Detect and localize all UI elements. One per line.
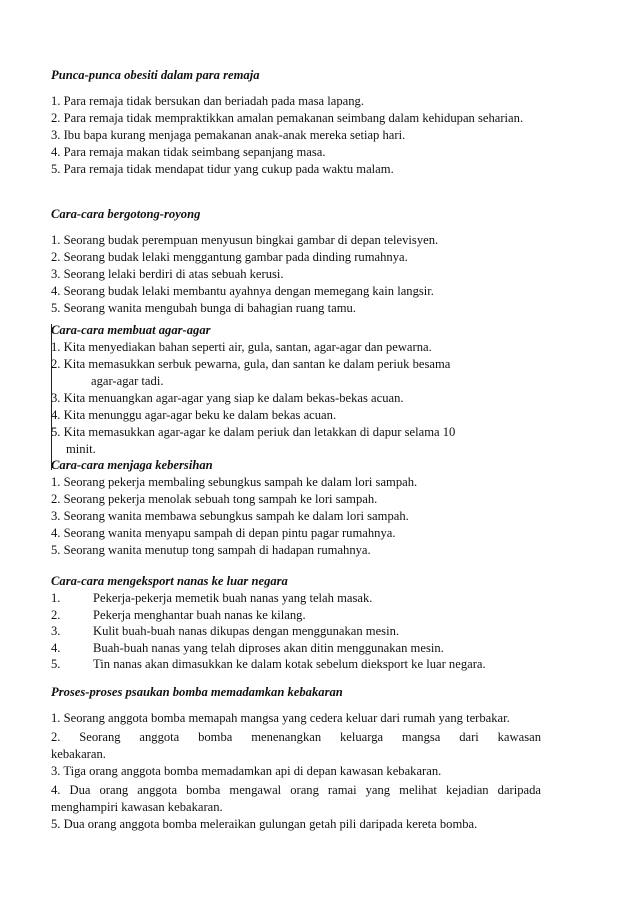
item-number: 4. [51, 640, 61, 655]
section-agar-agar [51, 322, 541, 458]
section-kebersihan [51, 457, 541, 559]
section-gotong-royong [51, 206, 541, 317]
list-item: 4. Para remaja makan tidak seimbang sepanjang masa. [51, 145, 326, 159]
section-eksport-nanas [51, 573, 541, 673]
list-item [51, 623, 541, 640]
list-item: 4. Kita menunggu agar-agar beku ke dalam bekas acuan. [51, 408, 337, 422]
section-heading: Cara-cara menjaga kebersihan [51, 458, 213, 472]
section-heading: Cara-cara membuat agar-agar [51, 323, 211, 337]
section-heading: Punca-punca obesiti dalam para remaja [51, 68, 260, 82]
list-item [51, 656, 541, 673]
list-item: 1. Seorang anggota bomba memapah mangsa yang cedera keluar dari rumah yang terbakar. [51, 711, 510, 725]
list-item [51, 590, 541, 607]
item-number: 3. [51, 624, 61, 638]
list-item: 1. Para remaja tidak bersukan dan beriadah pada masa lapang. [51, 94, 364, 108]
list-item-continuation: minit. [66, 442, 96, 456]
list-item: 2. Seorang pekerja menolak sebuah tong sampah ke lori sampah. [51, 492, 378, 506]
list-item: 2. Kita memasukkan serbuk pewarna, gula, dan santan ke dalam periuk besama [51, 357, 451, 371]
list-item [51, 607, 541, 624]
list-item: 5. Kita memasukkan agar-agar ke dalam periuk dan letakkan di dapur selama 10 [51, 425, 456, 439]
list-item: 4. Seorang budak lelaki membantu ayahnya dengan memegang kain langsir. [51, 284, 434, 298]
section-obesiti [51, 67, 541, 178]
item-number: 5. [51, 657, 61, 671]
list-item: 2. Para remaja tidak mempraktikkan amalan pemakanan seimbang dalam kehidupan seharian. [51, 111, 524, 125]
list-item-continuation: agar-agar tadi. [91, 374, 164, 388]
item-number: 1. [51, 591, 61, 605]
list-item: 1. Seorang pekerja membaling sebungkus sampah ke dalam lori sampah. [51, 475, 418, 489]
section-heading: Cara-cara mengeksport nanas ke luar negara [51, 574, 288, 588]
list-item: 4. Dua orang anggota bomba mengawal orang ramai yang melihat kejadian daripada menghampiri kawasan kebakaran. [51, 783, 541, 814]
list-item: 3. Seorang lelaki berdiri di atas sebuah kerusi. [51, 267, 284, 281]
item-text: Kulit buah-buah nanas dikupas dengan menggunakan mesin. [93, 624, 400, 638]
list-item: 3. Tiga orang anggota bomba memadamkan api di depan kawasan kebakaran. [51, 764, 442, 778]
list-item: 4. Seorang wanita menyapu sampah di depan pintu pagar rumahnya. [51, 526, 396, 540]
list-item: 2. Seorang budak lelaki menggantung gambar pada dinding rumahnya. [51, 250, 408, 264]
item-text: Tin nanas akan dimasukkan ke dalam kotak sebelum dieksport ke luar negara. [93, 657, 486, 671]
list-item: 2. Seorang anggota bomba menenangkan keluarga mangsa dari kawasan kebakaran. [51, 730, 541, 761]
section-heading: Cara-cara bergotong-royong [51, 207, 201, 221]
item-text: Pekerja menghantar buah nanas ke kilang. [93, 607, 306, 622]
list-item [51, 640, 541, 657]
section-bomba [51, 684, 541, 833]
section-heading: Proses-proses psaukan bomba memadamkan kebakaran [51, 685, 343, 699]
list-item: 1. Kita menyediakan bahan seperti air, gula, santan, agar-agar dan pewarna. [51, 340, 432, 354]
item-text: Pekerja-pekerja memetik buah nanas yang telah masak. [93, 591, 373, 605]
list-item: 5. Para remaja tidak mendapat tidur yang cukup pada waktu malam. [51, 162, 394, 176]
list-item: 1. Seorang budak perempuan menyusun bingkai gambar di depan televisyen. [51, 233, 439, 247]
list-item: 3. Seorang wanita membawa sebungkus sampah ke dalam lori sampah. [51, 509, 409, 523]
list-item: 5. Dua orang anggota bomba meleraikan gulungan getah pili daripada kereta bomba. [51, 817, 478, 831]
item-number: 2. [51, 607, 61, 622]
list-item: 3. Kita menuangkan agar-agar yang siap ke dalam bekas-bekas acuan. [51, 391, 404, 405]
list-item: 5. Seorang wanita mengubah bunga di bahagian ruang tamu. [51, 301, 356, 315]
list-item: 3. Ibu bapa kurang menjaga pemakanan anak-anak mereka setiap hari. [51, 128, 406, 142]
list-item: 5. Seorang wanita menutup tong sampah di hadapan rumahnya. [51, 543, 371, 557]
item-text: Buah-buah nanas yang telah diproses akan ditin menggunakan mesin. [93, 640, 444, 655]
